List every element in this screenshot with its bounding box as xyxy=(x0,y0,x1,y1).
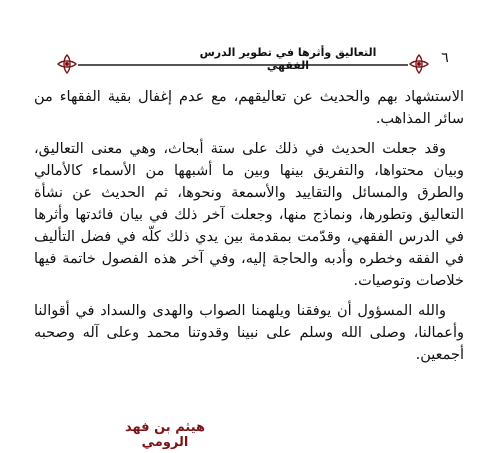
paragraph-text: وقد جعلت الحديث في ذلك على ستة أبحاث، وهي معنى التعاليق، وبيان محتواها، والتفريق بينها وبين ما أشبهها من الأسماء كالأمالي والطرق والمسائل والتقاييد والأسمعة ونحوها، ثم الحديث عن نشأة التعاليق وتطورها، ونماذج منها، وجعلت آخر ذلك في بيان فائدتها وأثرها في الدرس الفقهي، وقدّمت بمقدمة بين يدي ذلك كلّه في فضل التأليف في الفقه وخطره وأدبه والحاجة إليه، وفي آخر هذه الفصول خاتمة فيها خلاصات وتوصيات. xyxy=(34,141,464,289)
author-signature: هيثم بن فهد الرومي xyxy=(124,420,206,450)
ornament-icon xyxy=(408,53,430,75)
page-number: ٦ xyxy=(441,50,449,66)
paragraph: الاستشهاد بهم والحديث عن تعاليقهم، مع عدم إغفال بقية الفقهاء من سائر المذاهب. xyxy=(34,89,464,127)
paragraph xyxy=(34,138,464,292)
body-text xyxy=(34,86,464,366)
page-header xyxy=(38,44,478,74)
header-title: التعاليق وأثرها في تطوير الدرس الفقهي xyxy=(199,46,377,72)
paragraph xyxy=(34,300,464,366)
ornament-icon xyxy=(56,53,78,75)
paragraph-text: والله المسؤول أن يوفقنا ويلهمنا الصواب والهدى والسداد في أقوالنا وأعمالنا، وصلى الله وسلم على نبينا وقدوتنا محمد وعلى آله وصحبه أجمعين. xyxy=(34,303,464,363)
